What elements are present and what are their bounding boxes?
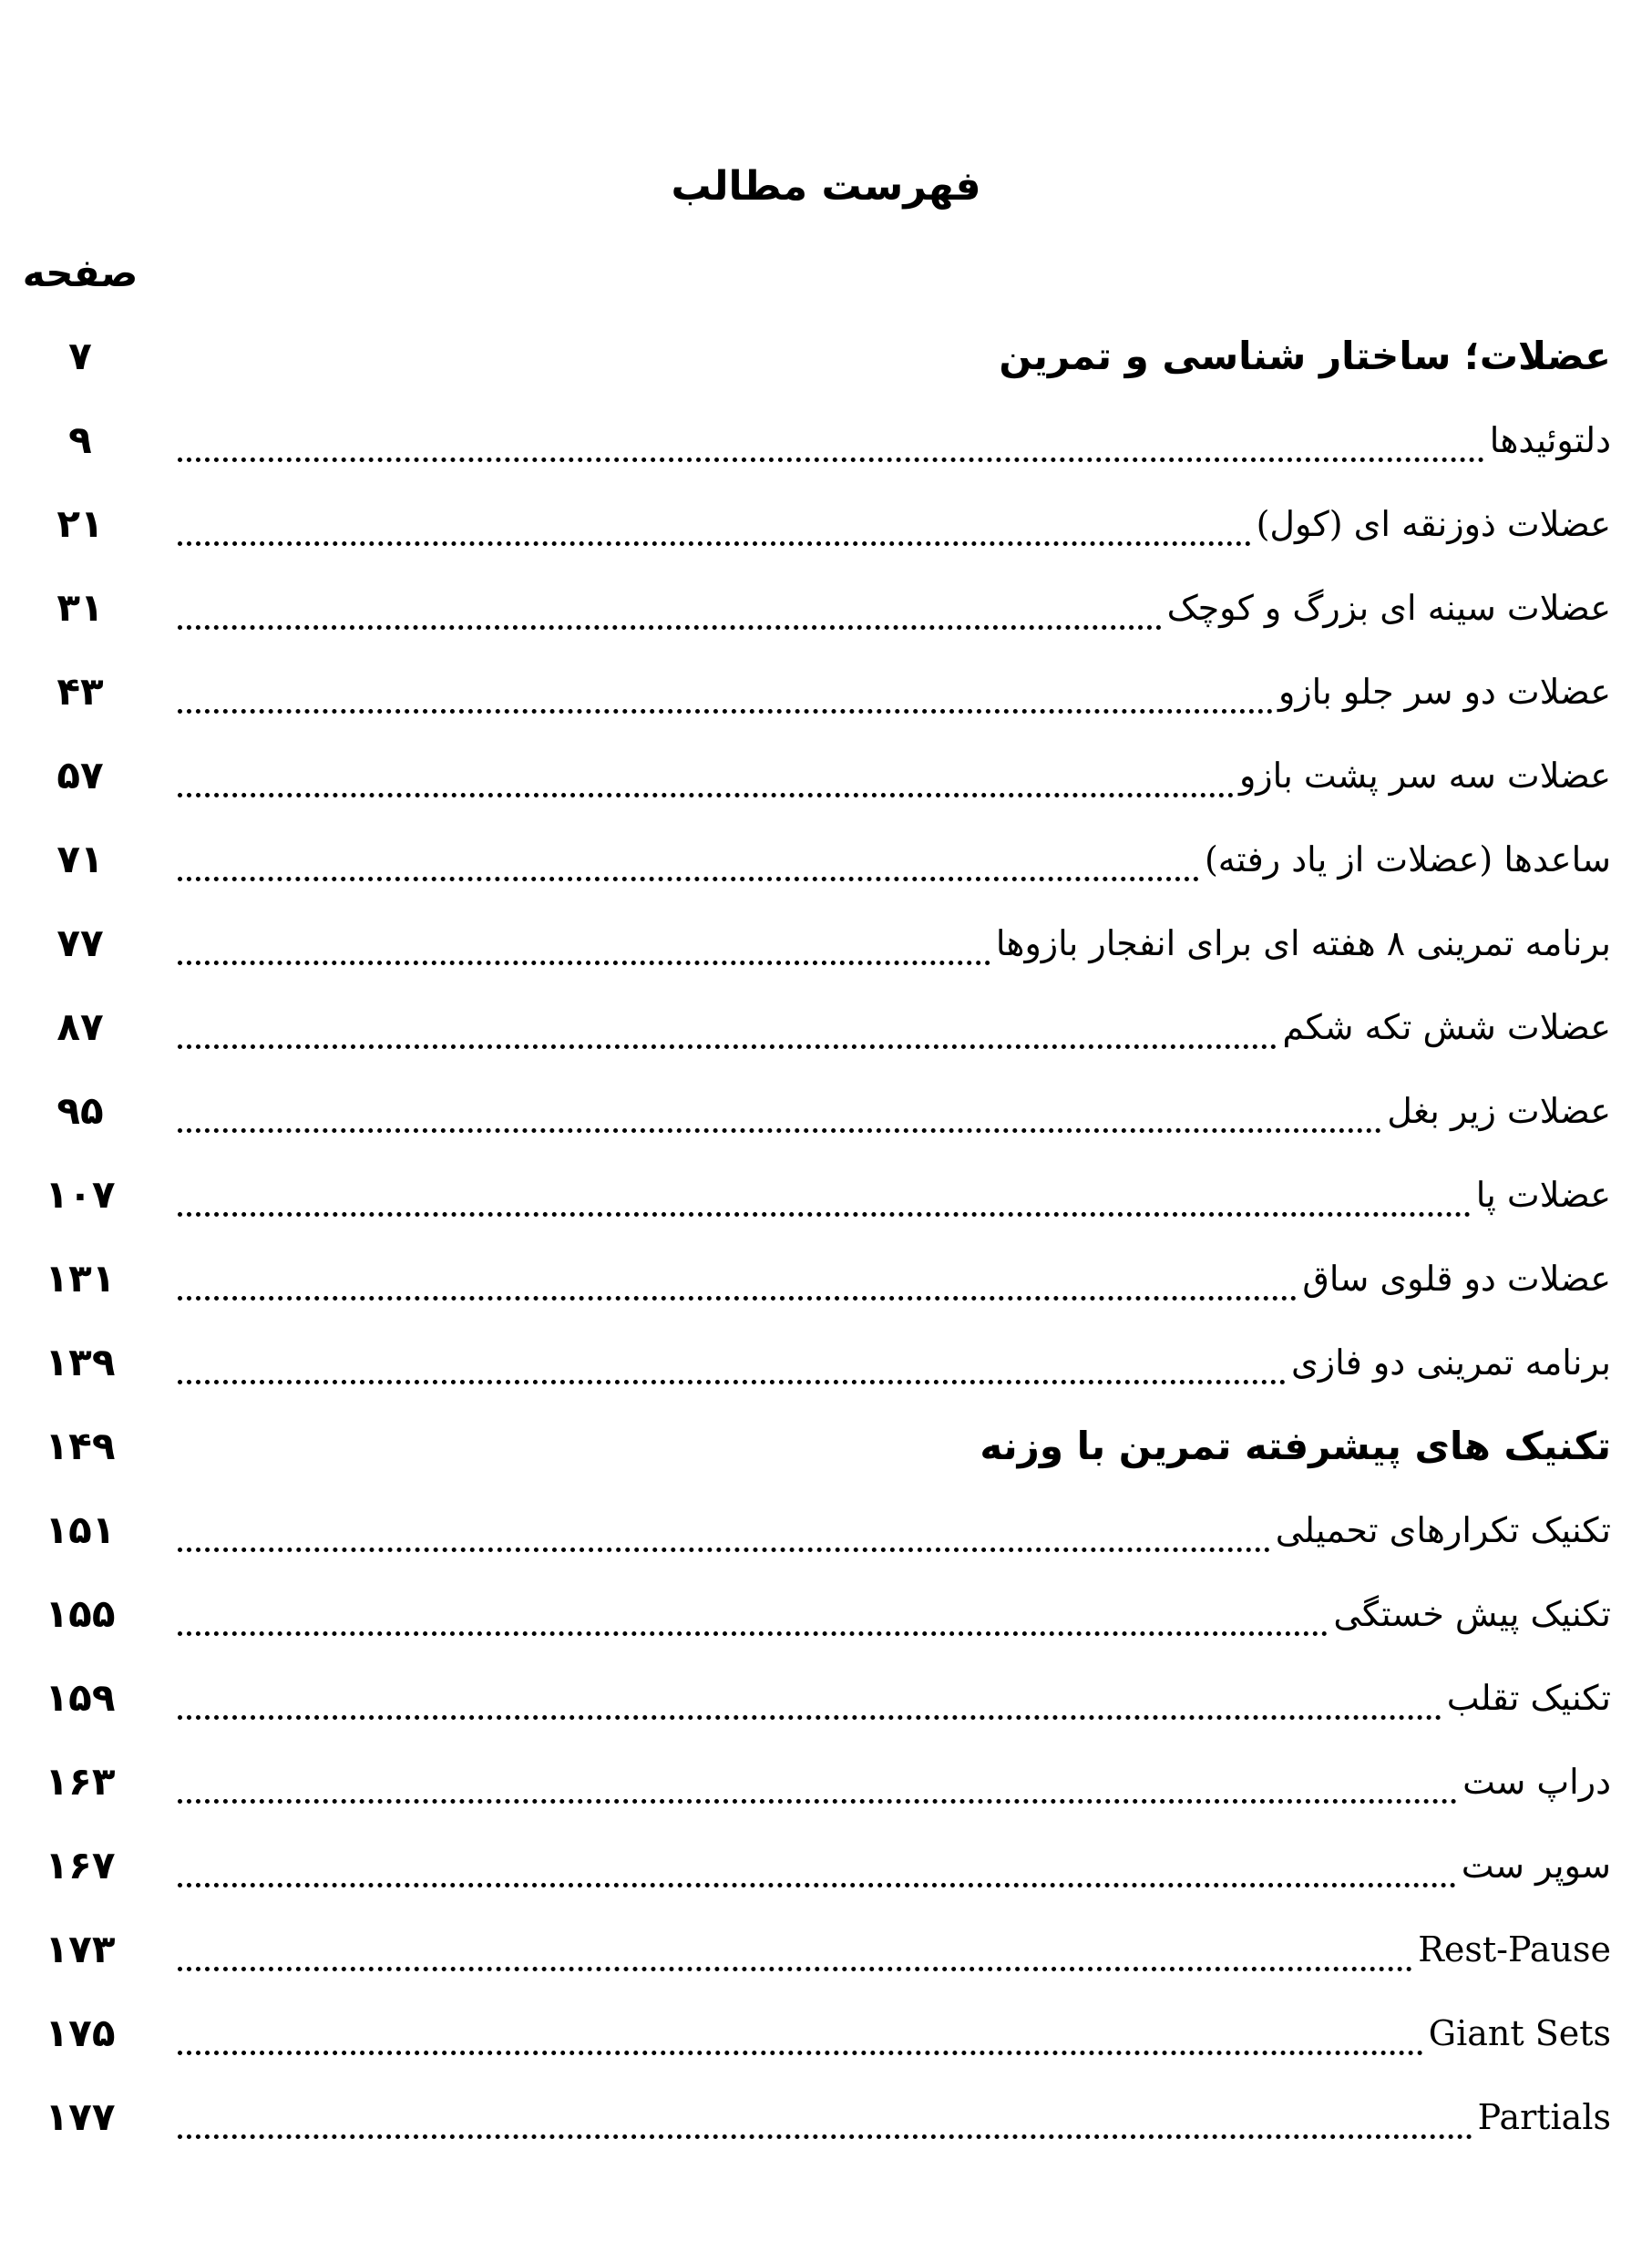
toc-label: Giant Sets [1428,2013,1611,2053]
toc-row[interactable] [0,566,1652,650]
toc-page-number: ۱۵۹ [45,1675,116,1720]
toc-label: عضلات دو سر جلو بازو [1277,672,1611,712]
toc-entry [178,1153,1611,1237]
dot-leader [178,514,1251,546]
toc-label: Partials [1477,2097,1611,2137]
dot-leader [178,1101,1381,1133]
toc-entry [178,1488,1611,1572]
toc-entry [178,901,1611,985]
toc-label: تکنیک پیش خستگی [1333,1594,1611,1634]
toc-page-number: ۱۶۳ [45,1759,116,1804]
toc-entry [178,1656,1611,1740]
dot-leader [178,682,1273,714]
toc-row[interactable] [0,1488,1652,1572]
dot-leader [178,2107,1472,2139]
toc-entry [178,1572,1611,1656]
toc-label: Rest-Pause [1418,1929,1611,1969]
toc-page-number: ۸۷ [56,1004,104,1049]
toc-entry [178,818,1611,901]
toc-page-number: ۷ [68,334,92,378]
toc-entry [178,1237,1611,1321]
toc-row[interactable] [0,1153,1652,1237]
toc-row[interactable] [0,1740,1652,1824]
toc-row[interactable] [0,650,1652,734]
toc-page-number: ۱۳۹ [45,1340,116,1384]
toc-label: عضلات دو قلوی ساق [1302,1259,1611,1299]
toc-label: عضلات زیر بغل [1387,1091,1611,1131]
toc-row[interactable] [0,818,1652,901]
toc-row[interactable] [0,1572,1652,1656]
toc-section-label: عضلات؛ ساختار شناسی و تمرین [999,334,1611,378]
dot-leader [178,766,1234,797]
toc-label: دراپ ست [1462,1762,1611,1802]
toc-label: عضلات سه سر پشت بازو [1238,756,1611,796]
dot-leader [178,1939,1412,1971]
toc-page-number: ۲۱ [56,501,104,546]
toc-page-number: ۷۷ [56,920,104,965]
toc-page-number: ۱۳۱ [45,1256,116,1301]
toc-entry [178,2075,1611,2159]
toc-label: عضلات شش تکه شکم [1282,1007,1611,1047]
toc-row[interactable] [0,1824,1652,1908]
toc-entry [178,482,1611,566]
dot-leader [178,1352,1286,1384]
toc-row[interactable] [0,734,1652,818]
toc-row[interactable] [0,1656,1652,1740]
page-title: فهرست مطالب [671,163,981,210]
dot-leader [178,2023,1423,2055]
toc-label: دلتوئیدها [1489,420,1611,460]
toc-entry [178,314,1611,398]
page-column-label: صفحه [22,251,139,295]
toc-entry [178,1069,1611,1153]
toc-label: عضلات سینه ای بزرگ و کوچک [1166,588,1611,628]
dot-leader [178,1856,1456,1887]
toc-label: تکنیک تکرارهای تحمیلی [1275,1510,1611,1550]
dot-leader [178,849,1199,881]
toc-page-number: ۷۱ [56,837,104,881]
toc-page-number: ۴۳ [56,669,104,714]
dot-leader [178,1520,1270,1552]
dot-leader [178,1185,1471,1217]
toc-page-number: ۳۱ [56,585,104,630]
toc-label: عضلات ذوزنقه ای (کول) [1256,504,1611,544]
toc-label: سوپر ست [1461,1846,1611,1886]
dot-leader [178,598,1162,630]
dot-leader [178,1017,1277,1049]
toc-label: تکنیک تقلب [1446,1678,1611,1718]
toc-page-number: ۱۷۳ [45,1927,116,1971]
toc-page-number: ۵۷ [56,753,104,797]
toc-row[interactable] [0,2075,1652,2159]
toc-entry [178,1824,1611,1908]
toc-label: برنامه تمرینی دو فازی [1291,1342,1611,1383]
toc-entry [178,566,1611,650]
toc-page-number: ۱۵۱ [45,1507,116,1552]
toc-row[interactable] [0,1237,1652,1321]
dot-leader [178,1688,1442,1720]
toc-section-row[interactable] [0,314,1652,398]
toc-page-number: ۱۴۹ [45,1424,116,1468]
toc-page-number: ۱۷۵ [45,2011,116,2055]
toc-label: ساعدها (عضلات از یاد رفته) [1204,839,1611,879]
toc-row[interactable] [0,985,1652,1069]
toc-entry [178,398,1611,482]
toc-page-number: ۱۶۷ [45,1843,116,1887]
toc-label: برنامه تمرینی ۸ هفته ای برای انفجار بازوها [995,923,1611,963]
toc-page-number: ۱۵۵ [45,1591,116,1636]
toc-section-row[interactable] [0,1404,1652,1488]
toc-entry [178,734,1611,818]
toc-entry [178,650,1611,734]
toc-row[interactable] [0,1908,1652,1991]
toc-row[interactable] [0,482,1652,566]
dot-leader [178,1269,1297,1301]
toc-row[interactable] [0,901,1652,985]
toc-label: عضلات پا [1475,1175,1611,1215]
toc-row[interactable] [0,1321,1652,1404]
dot-leader [178,933,990,965]
toc-entry [178,1991,1611,2075]
toc-section-label: تکنیک های پیشرفته تمرین با وزنه [980,1424,1611,1468]
toc-page-number: ۹ [68,417,92,462]
toc-entry [178,1404,1611,1488]
dot-leader [178,1772,1457,1804]
toc-row[interactable] [0,1069,1652,1153]
toc-entry [178,1321,1611,1404]
toc-entry [178,985,1611,1069]
toc-page-number: ۱۰۷ [45,1172,116,1217]
toc-row[interactable] [0,398,1652,482]
dot-leader [178,1604,1328,1636]
toc-entry [178,1908,1611,1991]
toc-row[interactable] [0,1991,1652,2075]
toc-page-number: ۹۵ [56,1088,104,1133]
toc-page-number: ۱۷۷ [45,2094,116,2139]
toc-entry [178,1740,1611,1824]
dot-leader [178,430,1484,462]
toc-list [0,314,1652,2159]
